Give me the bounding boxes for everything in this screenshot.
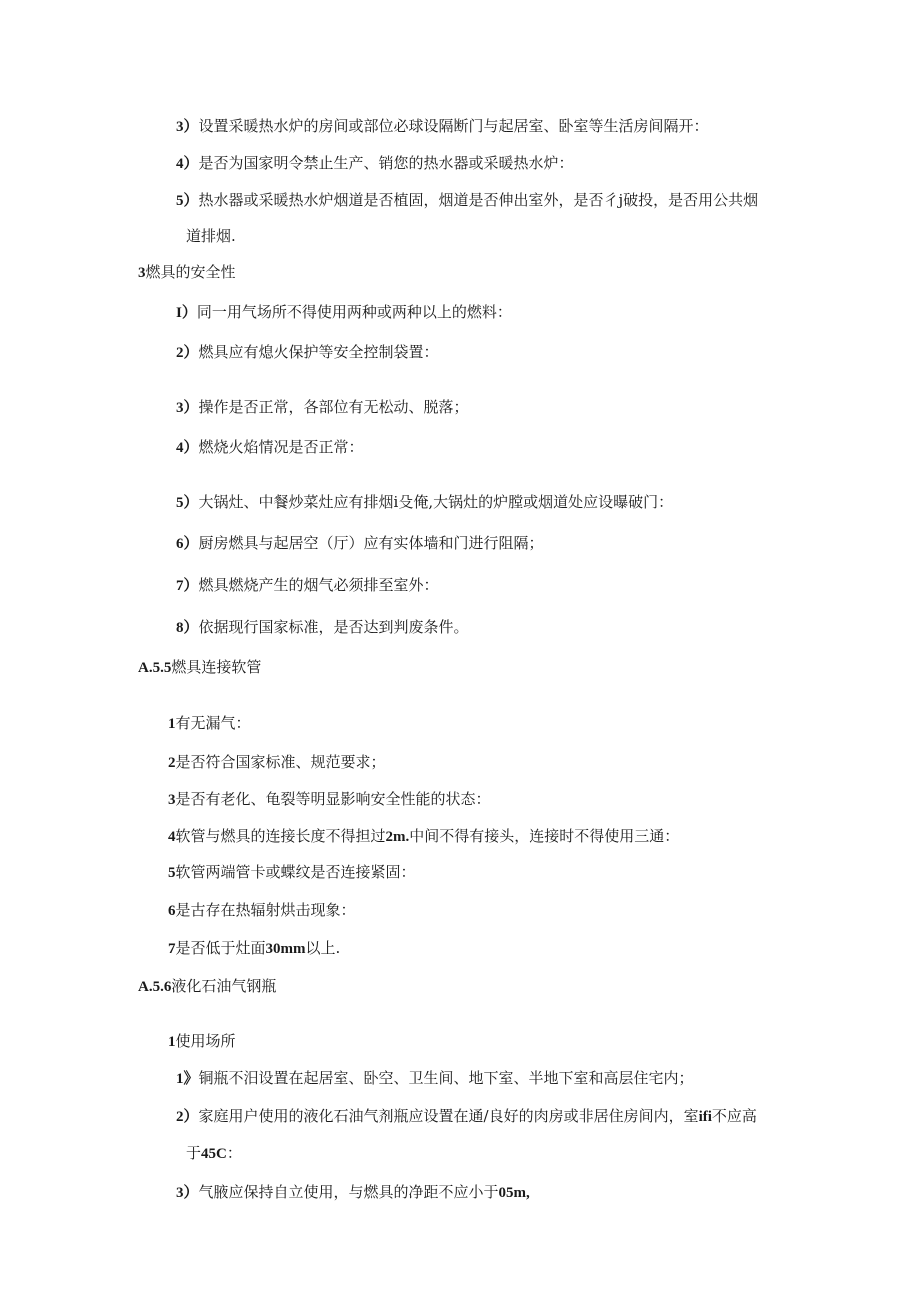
heading-text: 液化石油气钢瓶 xyxy=(171,977,277,995)
item-number: 3） xyxy=(176,1185,199,1201)
item-text: 有无漏气： xyxy=(175,714,251,732)
item-number: 3 xyxy=(168,792,176,808)
item-number: 4） xyxy=(176,156,199,172)
item-text: 操作是否正常，各部位有无松动、脱落； xyxy=(198,398,469,416)
item-text: 是否有老化、龟裂等明显影响安全性能的状态： xyxy=(175,790,491,808)
section-heading xyxy=(138,976,276,997)
item-number: 4 xyxy=(168,829,176,845)
item-text-tail: ： xyxy=(226,1144,242,1162)
item-text: 于 xyxy=(186,1144,202,1162)
item-number: 3） xyxy=(176,400,199,416)
item-number: 1 xyxy=(168,1034,176,1050)
item-bold-value: 30mm xyxy=(265,941,306,957)
list-item xyxy=(176,116,709,137)
list-item-continuation xyxy=(186,1143,242,1164)
item-text: 热水器或采暖热水炉烟道是否植固，烟道是否伸出室外，是否彳j破投，是否用公共烟 xyxy=(198,191,759,209)
list-item xyxy=(168,789,491,810)
list-item xyxy=(176,575,439,596)
list-item xyxy=(168,713,251,734)
item-text: 燃具应有熄火保护等安全控制袋置： xyxy=(198,343,439,361)
item-number: 1 xyxy=(168,716,176,732)
section-heading xyxy=(138,657,261,678)
item-bold-value: ifi xyxy=(698,1109,712,1125)
list-item xyxy=(176,190,758,211)
item-text: 气腋应保持自立使用，与燃具的净距不应小于 xyxy=(198,1183,499,1201)
item-bold-value: 45C xyxy=(201,1146,227,1162)
item-text: 设置采暖热水炉的房间或部位必球设隔断门与起居室、卧室等生活房间隔开： xyxy=(198,117,709,135)
item-number: 5） xyxy=(176,193,199,209)
item-text-tail: 以上. xyxy=(305,939,341,957)
list-item xyxy=(176,397,469,418)
list-item xyxy=(168,938,340,959)
item-number: 4） xyxy=(176,440,199,456)
item-text: 道排烟. xyxy=(186,227,236,245)
list-item xyxy=(176,492,673,513)
item-text: 依据现行国家标准，是否达到判废条件。 xyxy=(198,618,469,636)
item-text: 燃烧火焰情况是否正常： xyxy=(198,438,364,456)
item-text: 是古存在热辐射烘击现象： xyxy=(175,901,356,919)
item-number: 8） xyxy=(176,620,199,636)
list-item xyxy=(176,302,512,323)
list-item xyxy=(176,342,439,363)
list-item xyxy=(176,533,544,554)
item-number: 5） xyxy=(176,495,199,511)
item-number: 1》 xyxy=(176,1071,199,1087)
item-text: 使用场所 xyxy=(175,1032,236,1050)
item-number: 5 xyxy=(168,865,176,881)
list-item xyxy=(168,900,356,921)
item-bold-value: 2m. xyxy=(385,829,410,845)
item-text: 燃具燃烧产生的烟气必须排至室外： xyxy=(198,576,439,594)
list-item xyxy=(176,437,364,458)
item-text: 铜瓶不汨设置在起居室、卧空、卫生间、地下室、半地下室和高层住宅内； xyxy=(198,1069,694,1087)
item-number: 2） xyxy=(176,345,199,361)
list-item-continuation xyxy=(186,226,236,246)
item-text: 是否低于灶面 xyxy=(175,939,266,957)
item-number: I） xyxy=(176,305,197,321)
list-item xyxy=(168,1031,236,1052)
list-item xyxy=(176,1106,757,1127)
item-text: 是否符合国家标准、规范要求； xyxy=(175,753,386,771)
item-number: 7） xyxy=(176,578,199,594)
list-item xyxy=(176,617,469,638)
item-number: 6 xyxy=(168,903,176,919)
item-text: 软管与燃具的连接长度不得担过 xyxy=(175,827,386,845)
item-number: 2 xyxy=(168,755,176,771)
list-item xyxy=(176,1068,694,1089)
item-text: 厨房燃具与起居空（厅）应有实体墙和门进行阻隔； xyxy=(198,534,544,552)
item-text: 是否为国家明令禁止生产、销您的热水器或采暖热水炉： xyxy=(198,154,574,172)
heading-text: 燃具的安全性 xyxy=(145,263,236,281)
list-item xyxy=(176,153,574,174)
item-text: 大锅灶、中餐炒菜灶应有排烟i殳俺,大锅灶的炉膛或烟道处应设曝破门： xyxy=(198,493,674,511)
list-item xyxy=(168,862,416,883)
item-text-tail: 中间不得有接头，连接时不得使用三通： xyxy=(409,827,680,845)
item-number: 2） xyxy=(176,1109,199,1125)
list-item xyxy=(176,1182,530,1203)
list-item xyxy=(168,826,679,847)
item-text: 软管两端管卡或蝶纹是否连接紧固： xyxy=(175,863,416,881)
item-number: 3） xyxy=(176,119,199,135)
section-heading xyxy=(138,262,236,283)
item-number: 6） xyxy=(176,536,199,552)
item-text-tail: 不应高 xyxy=(711,1107,757,1125)
item-number: 7 xyxy=(168,941,176,957)
heading-text: 燃具连接软管 xyxy=(171,658,262,676)
heading-number: A.5.6 xyxy=(138,979,172,995)
item-text: 同一用气场所不得使用两种或两种以上的燃料： xyxy=(196,303,512,321)
heading-number: 3 xyxy=(138,265,146,281)
heading-number: A.5.5 xyxy=(138,660,172,676)
item-bold-value: 05m, xyxy=(498,1185,530,1201)
item-text: 家庭用户使用的液化石油气剂瓶应设置在通/良好的肉房或非居住房间内，室 xyxy=(198,1107,699,1125)
list-item xyxy=(168,752,386,773)
